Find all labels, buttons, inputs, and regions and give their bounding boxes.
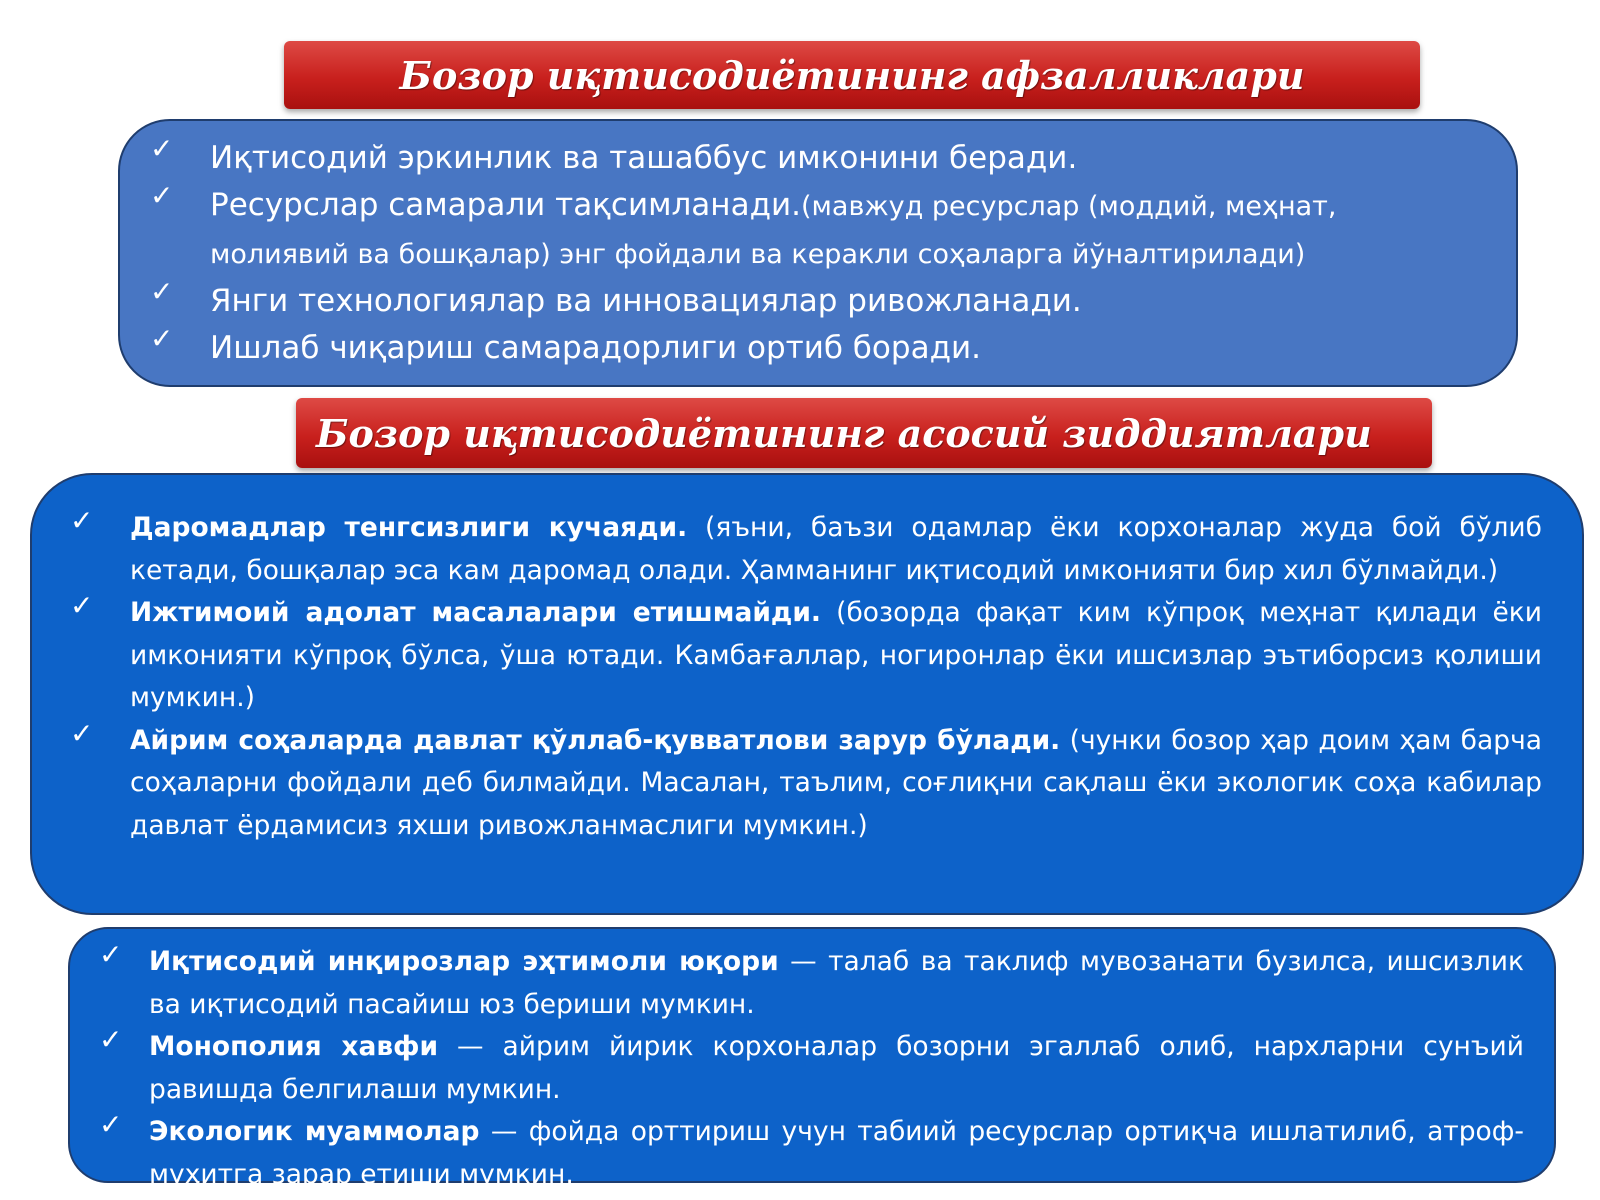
- contradiction-item: ✓ Даромадлар тенгсизлиги кучаяди. (яъни, баъзи одамлар ёки корхоналар жуда бой бўлиб кетади, бошқалар эса кам даромад олади. Ҳамманинг иқтисодий имконияти бир хил бўлмайди.): [70, 504, 1542, 586]
- check-mark-icon: ✓: [99, 1108, 123, 1141]
- advantages-panel: [118, 119, 1518, 387]
- check-mark-icon: ✓: [70, 589, 94, 622]
- risk-item: ✓ Монополия хавфи — айрим йирик корхоналар бозорни эгаллаб олиб, нархларни сунъий равишда белгилаши мумкин.: [99, 1023, 1525, 1105]
- risk-item: ✓ Экологик муаммолар — фойда орттириш учун табиий ресурслар ортиқча ишлатилиб, атроф-муҳитга зарар етиши мумкин.: [99, 1108, 1524, 1190]
- advantage-detail: (мавжуд ресурслар (моддий, меҳнат, молиявий ва бошқалар) энг фойдали ва керакли соҳаларга йўналтирилади): [210, 191, 1337, 270]
- check-mark-icon: ✓: [150, 322, 174, 355]
- contradiction-item: ✓ Айрим соҳаларда давлат қўллаб-қувватлови зарур бўлади. (чунки бозор ҳар доим ҳам барча соҳаларни фойдали деб билмайди. Масалан, таълим, соғлиқни сақлаш ёки экологик соҳа кабилар давлат ёрдамисиз яхши ривожланмаслиги мумкин.): [70, 716, 1542, 841]
- check-mark-icon: ✓: [99, 1023, 123, 1056]
- check-mark-icon: ✓: [99, 938, 123, 971]
- check-mark-icon: ✓: [150, 179, 174, 212]
- contradictions-panel: [30, 473, 1584, 915]
- check-mark-icon: ✓: [150, 132, 174, 165]
- check-mark-icon: ✓: [70, 504, 94, 537]
- check-mark-icon: ✓: [70, 716, 94, 750]
- advantage-item: ✓ Янги технологиялар ва инновациялар ривожланади.: [150, 275, 1082, 319]
- contradictions-title-banner: [296, 398, 1432, 468]
- advantage-item: ✓ Ресурслар самарали тақсимланади.(мавжуд ресурслар (моддий, меҳнат, молиявий ва бошқалар) энг фойдали ва керакли соҳаларга йўналтирилади): [150, 179, 1337, 270]
- risk-item: ✓ Иқтисодий инқирозлар эҳтимоли юқори — талаб ва таклиф мувозанати бузилса, ишсизлик ва иқтисодий пасайиш юз бериши мумкин.: [99, 938, 1524, 1020]
- check-mark-icon: ✓: [150, 275, 174, 308]
- advantages-title-banner: [284, 41, 1420, 109]
- contradictions-title: Бозор иқтисодиётининг асосий зиддиятлари: [316, 410, 1372, 456]
- advantages-title: Бозор иқтисодиётининг афзалликлари: [399, 52, 1305, 98]
- contradiction-item: ✓ Ижтимоий адолат масалалари етишмайди. (бозорда фақат ким кўпроқ меҳнат қилади ёки имконияти кўпроқ бўлса, ўша ютади. Камбағаллар, ногиронлар ёки ишсизлар эътиборсиз қолиши мумкин.): [70, 589, 1542, 713]
- advantage-item: ✓ Иқтисодий эркинлик ва ташаббус имконини беради.: [150, 132, 1078, 176]
- advantage-item: ✓ Ишлаб чиқариш самарадорлиги ортиб боради.: [150, 322, 982, 366]
- risks-panel: [68, 927, 1556, 1190]
